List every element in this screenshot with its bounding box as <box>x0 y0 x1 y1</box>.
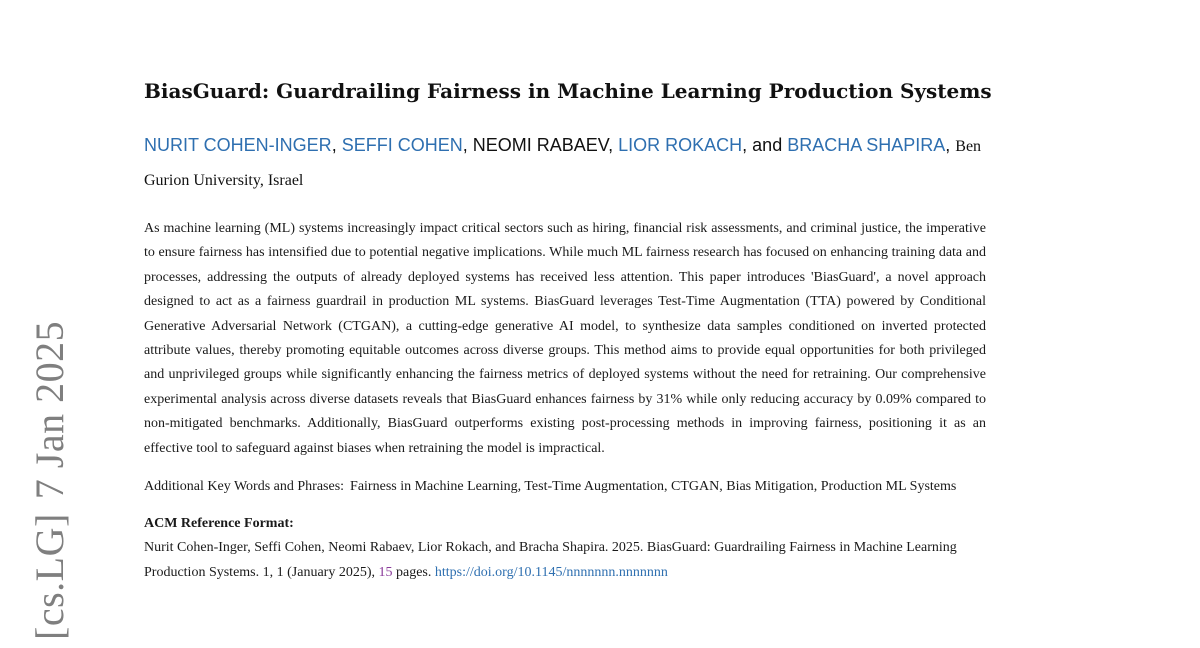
author-link[interactable]: SEFFI COHEN <box>341 135 463 155</box>
abstract: As machine learning (ML) systems increasingly impact critical sectors such as hiring, financial risk assessments, and criminal justice, the imperative to ensure fairness has intensified due to potential negative implications. While much ML fairness research has focused on enhancing training data and processes, addressing the outputs of already deployed systems has received less attention. This paper introduces 'BiasGuard', a novel approach designed to act as a fairness guardrail in production ML systems. BiasGuard leverages Test-Time Augmentation (TTA) powered by Conditional Generative Adversarial Network (CTGAN), a cutting-edge generative AI model, to synthesize data samples conditioned on inverted protected attribute values, thereby promoting equitable outcomes across diverse groups. This method aims to provide equal opportunities for both privileged and unprivileged groups while significantly enhancing the fairness metrics of deployed systems without the need for retraining. Our comprehensive experimental analysis across diverse datasets reveals that BiasGuard enhances fairness by 31% while only reducing accuracy by 0.09% compared to non-mitigated benchmarks. Additionally, BiasGuard outperforms existing post-processing methods in improving fairness, positioning it as an effective tool to safeguard against biases when retraining the model is impractical. <box>144 221 986 456</box>
keywords-label: Additional Key Words and Phrases: <box>144 479 345 495</box>
author-separator: , <box>945 135 956 155</box>
keywords <box>144 475 986 498</box>
paper-first-page <box>144 76 1004 585</box>
author-line <box>144 129 1024 197</box>
author-separator: , <box>608 135 619 155</box>
author-link[interactable]: NURIT COHEN-INGER <box>144 135 332 155</box>
paper-title: BiasGuard: Guardrailing Fairness in Machine Learning Production Systems <box>144 79 992 103</box>
author-name: NEOMI RABAEV <box>472 135 609 155</box>
acm-reference-heading: ACM Reference Format: <box>144 516 294 532</box>
author-separator: , <box>462 135 473 155</box>
arxiv-category: [cs.LG] <box>27 513 72 640</box>
affiliation: Ben Gurion University, Israel <box>144 138 982 189</box>
author-link[interactable]: LIOR ROKACH <box>618 135 743 155</box>
page-count-link[interactable]: 15 <box>378 565 393 581</box>
acm-citation <box>144 535 986 585</box>
citation-text: Nurit Cohen-Inger, Seffi Cohen, Neomi Rabaev, Lior Rokach, and Bracha Shapira. 2025. BiasGuard: Guardrailing Fairness in Machine Learning Production Systems. 1, 1 (January 2025), <box>144 540 957 581</box>
pages-suffix: pages. <box>395 565 432 581</box>
author-separator: , <box>331 135 342 155</box>
keywords-list: Fairness in Machine Learning, Test-Time Augmentation, CTGAN, Bias Mitigation, Production ML Systems <box>350 479 957 495</box>
arxiv-date: 7 Jan 2025 <box>27 320 72 500</box>
arxiv-side-stamp <box>26 320 74 640</box>
author-link[interactable]: BRACHA SHAPIRA <box>787 135 946 155</box>
doi-link[interactable]: https://doi.org/10.1145/nnnnnnn.nnnnnnn <box>434 565 668 581</box>
author-separator: , and <box>742 135 788 155</box>
